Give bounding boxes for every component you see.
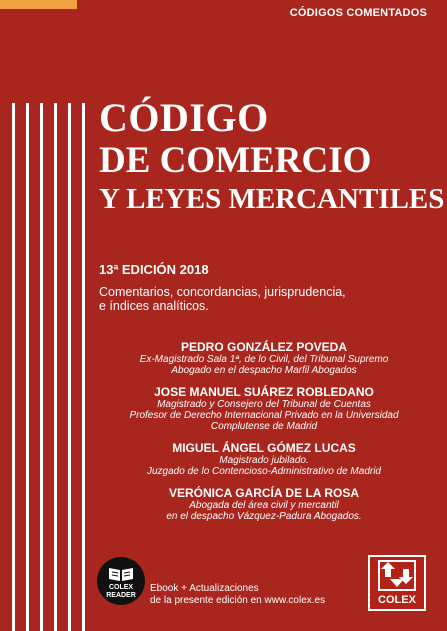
- ebook-note: [150, 583, 325, 607]
- collection-label: CÓDIGOS COMENTADOS: [289, 7, 427, 19]
- title-line-2: DE COMERCIO: [99, 140, 372, 181]
- title-line-1: CÓDIGO: [99, 95, 269, 140]
- badge-line-2: READER: [106, 592, 136, 599]
- colex-logo-icon: [370, 557, 424, 593]
- author-role: en el despacho Vázquez-Padura Abogados.: [166, 511, 362, 522]
- stripe: [82, 103, 85, 631]
- author-role: Abogado en el despacho Marfil Abogados: [171, 365, 357, 376]
- author-name: PEDRO GONZÁLEZ POVEDA: [180, 340, 347, 354]
- author-role: Juzgado de lo Contencioso-Administrativo de Madrid: [146, 466, 381, 477]
- decorative-stripes: [12, 103, 94, 631]
- author-entry: [99, 385, 429, 432]
- author-name: VERÓNICA GARCÍA DE LA ROSA: [168, 486, 359, 500]
- author-name: MIGUEL ÁNGEL GÓMEZ LUCAS: [172, 441, 356, 455]
- ebook-line-2: de la presente edición en www.colex.es: [150, 595, 326, 606]
- author-entry: [99, 486, 429, 522]
- author-entry: [99, 340, 429, 376]
- description-line-2: e índices analíticos.: [99, 299, 209, 313]
- publisher-name: COLEX: [378, 594, 416, 606]
- description: [99, 285, 346, 313]
- author-role: Magistrado y Consejero del Tribunal de Cuentas: [157, 399, 371, 410]
- author-role: Magistrado jubilado.: [219, 455, 309, 466]
- book-title: [99, 95, 445, 215]
- description-line-1: Comentarios, concordancias, jurisprudencia,: [99, 285, 346, 299]
- stripe: [26, 103, 29, 631]
- stripe: [54, 103, 57, 631]
- book-icon: [108, 566, 134, 582]
- colex-logo: [368, 555, 426, 611]
- stripe: [68, 103, 71, 631]
- author-name: JOSE MANUEL SUÁREZ ROBLEDANO: [154, 385, 374, 399]
- badge-line-1: COLEX: [108, 584, 134, 591]
- author-role: Profesor de Derecho Internacional Privado en la Universidad: [129, 410, 399, 421]
- author-entry: [99, 441, 429, 477]
- colex-reader-badge: [97, 557, 145, 605]
- author-role: Complutense de Madrid: [210, 421, 318, 432]
- author-list: [99, 340, 429, 531]
- edition-label: 13ª EDICIÓN 2018: [99, 262, 209, 277]
- title-line-3: Y LEYES MERCANTILES: [99, 183, 445, 215]
- author-role: Abogada del área civil y mercantil: [189, 500, 339, 511]
- author-role: Ex-Magistrado Sala 1ª, de lo Civil, del Tribunal Supremo: [139, 354, 389, 365]
- collection-tab: [0, 0, 77, 9]
- ebook-line-1: Ebook + Actualizaciones: [150, 583, 259, 594]
- stripe: [12, 103, 15, 631]
- stripe: [40, 103, 43, 631]
